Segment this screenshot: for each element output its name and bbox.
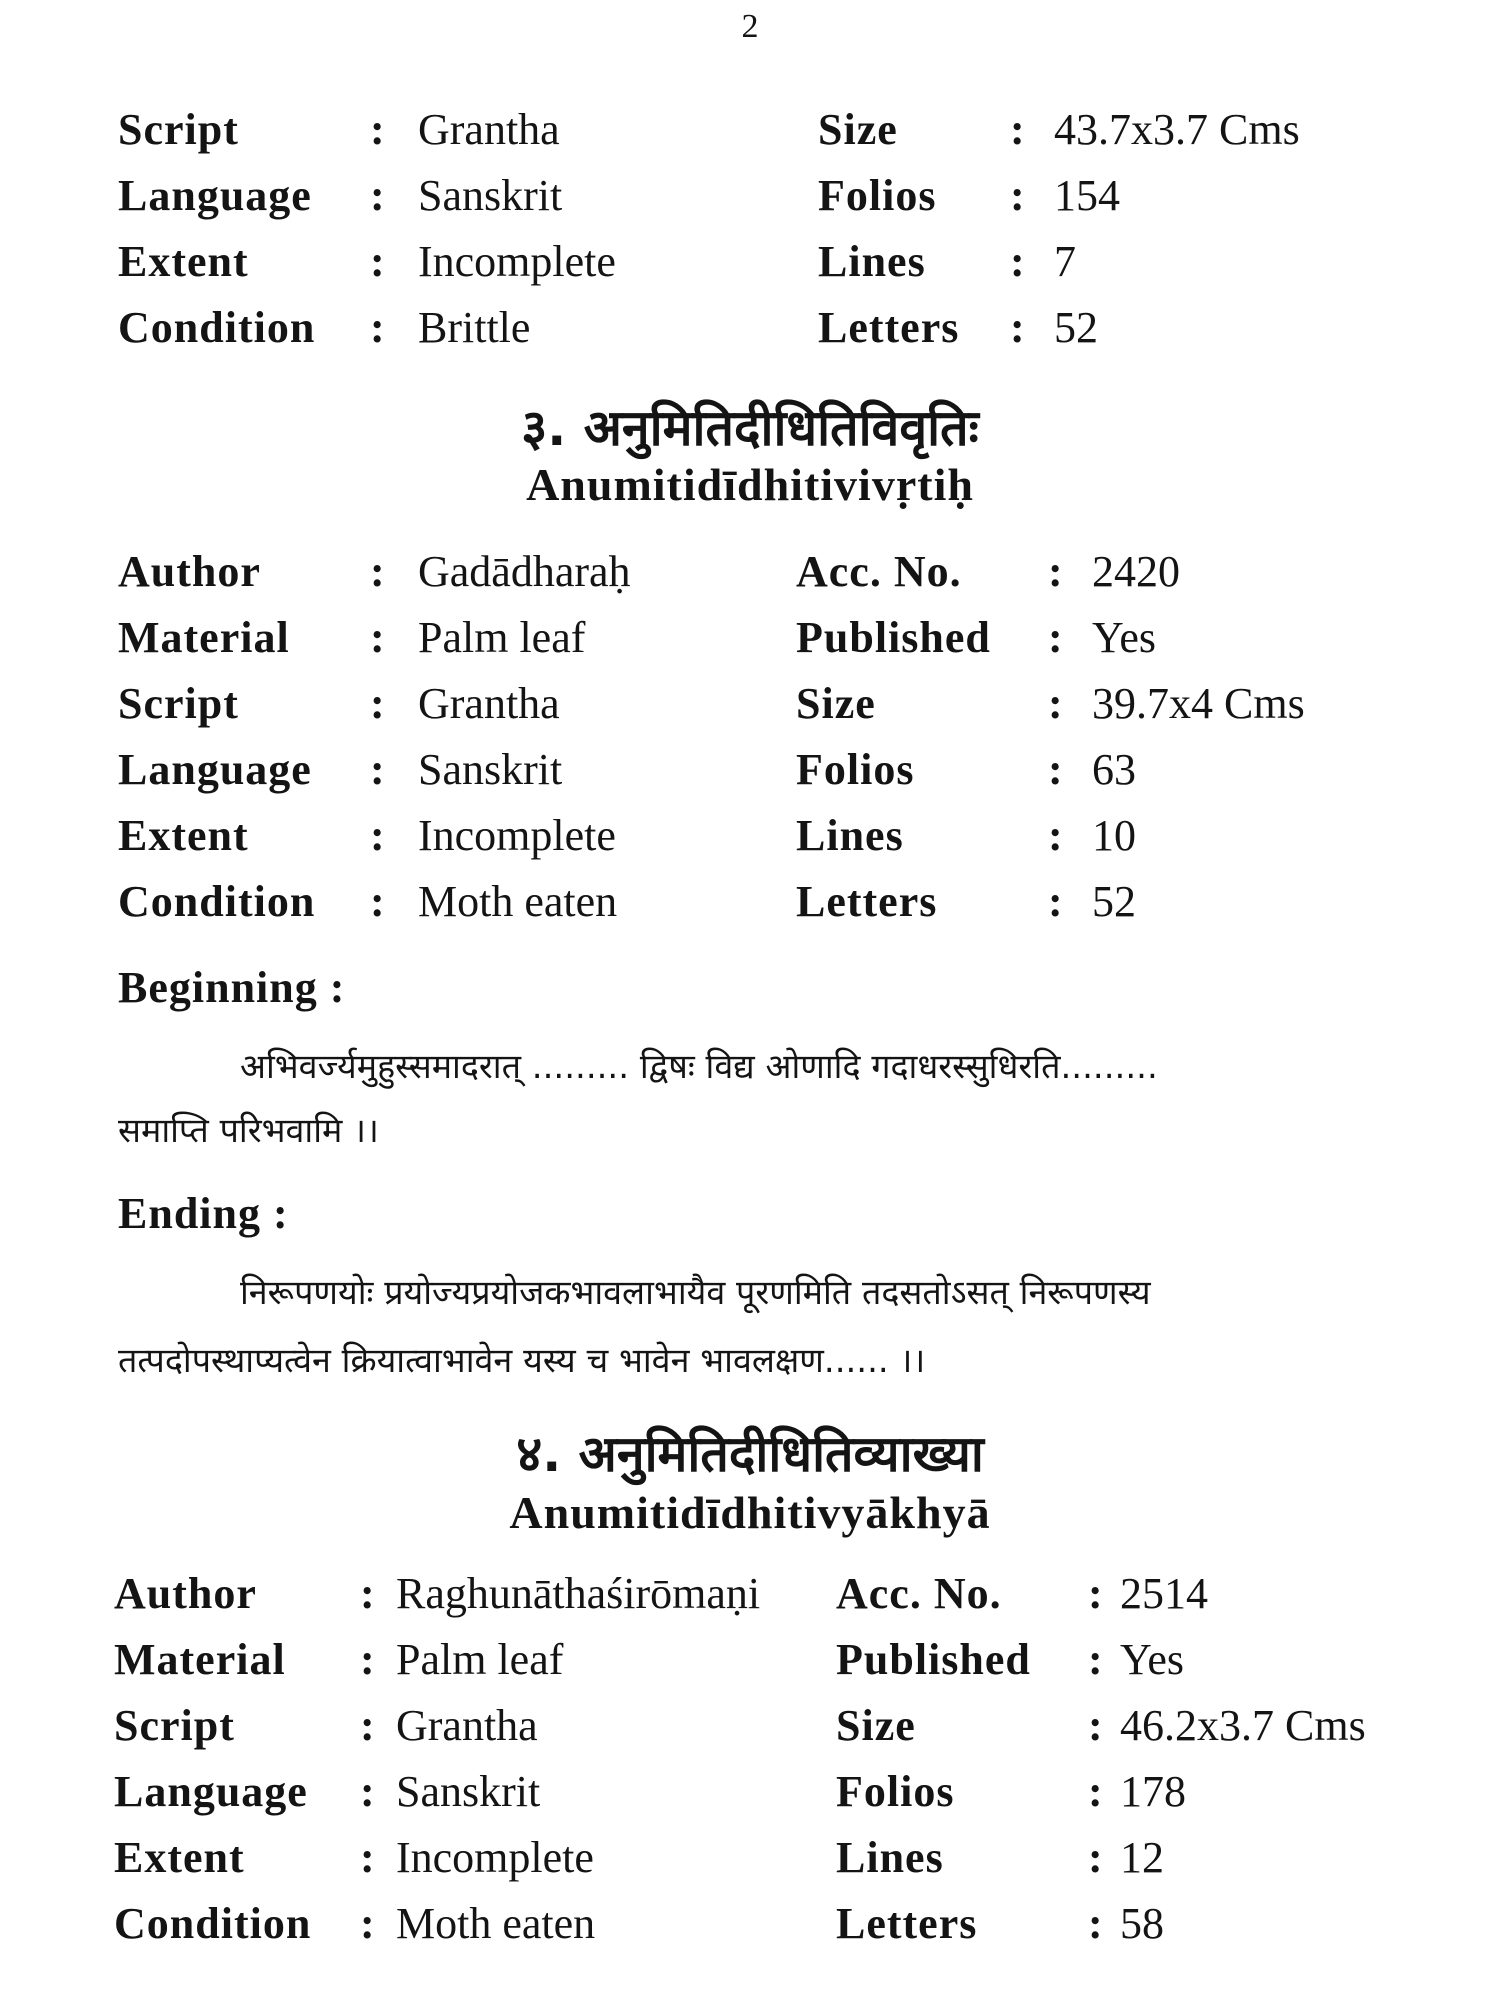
- separator: :: [1048, 745, 1063, 794]
- separator: :: [370, 811, 385, 860]
- field-value: 2514: [1120, 1569, 1208, 1618]
- separator: :: [370, 105, 385, 154]
- page-number: 2: [741, 8, 759, 45]
- field-label: Condition: [118, 877, 316, 926]
- field-value: Grantha: [418, 105, 560, 154]
- field-value: Grantha: [418, 679, 560, 728]
- field-value: 52: [1092, 877, 1136, 926]
- field-value: Moth eaten: [396, 1899, 596, 1948]
- separator: :: [370, 613, 385, 662]
- field-value: 178: [1120, 1767, 1186, 1816]
- entry-title-roman: Anumitidīdhitivivṛtiḥ: [526, 459, 974, 510]
- field-value: Yes: [1092, 613, 1157, 662]
- separator: :: [1010, 171, 1025, 220]
- field-label: Letters: [818, 303, 960, 352]
- field-value: 7: [1054, 237, 1076, 286]
- ending-text-line-1: निरूपणयोः प्रयोज्यप्रयोजकभावलाभायैव पूरणमिति तदसतोऽसत् निरूपणस्य: [240, 1273, 1151, 1313]
- field-value: Incomplete: [418, 237, 616, 286]
- field-label: Published: [796, 613, 991, 662]
- separator: :: [1088, 1635, 1103, 1684]
- field-label: Language: [118, 745, 312, 794]
- ending-text-line-2: तत्पदोपस्थाप्यत्वेन क्रियात्वाभावेन यस्य च भावेन भावलक्षण...... ।।: [118, 1341, 926, 1381]
- field-value: 58: [1120, 1899, 1164, 1948]
- separator: :: [1088, 1701, 1103, 1750]
- field-label: Letters: [796, 877, 938, 926]
- separator: :: [1010, 237, 1025, 286]
- field-value: Moth eaten: [418, 877, 618, 926]
- entry-title-roman: Anumitidīdhitivyākhyā: [509, 1487, 991, 1538]
- separator: :: [360, 1635, 375, 1684]
- beginning-text-line-2: समाप्ति परिभवामि ।।: [118, 1111, 379, 1151]
- field-label: Extent: [118, 237, 249, 286]
- separator: :: [360, 1767, 375, 1816]
- field-value: 43.7x3.7 Cms: [1054, 105, 1300, 154]
- field-value: Palm leaf: [396, 1635, 564, 1684]
- field-label: Folios: [818, 171, 937, 220]
- field-label: Extent: [114, 1833, 245, 1882]
- separator: :: [1010, 105, 1025, 154]
- field-value: Incomplete: [418, 811, 616, 860]
- separator: :: [1088, 1833, 1103, 1882]
- separator: :: [1048, 679, 1063, 728]
- field-label: Language: [118, 171, 312, 220]
- field-label: Size: [796, 679, 876, 728]
- field-label: Acc. No.: [796, 547, 962, 596]
- field-label: Folios: [796, 745, 915, 794]
- beginning-text-line-1: अभिवर्ज्यमुहुस्समादरात् ......... द्विषः विद्य ओणादि गदाधरस्सुधिरति.........: [240, 1047, 1158, 1087]
- field-value: Sanskrit: [396, 1767, 541, 1816]
- separator: :: [1088, 1569, 1103, 1618]
- field-label: Lines: [818, 237, 926, 286]
- field-label: Folios: [836, 1767, 955, 1816]
- separator: :: [1048, 613, 1063, 662]
- separator: :: [1048, 811, 1063, 860]
- ending-label: Ending :: [118, 1189, 289, 1238]
- field-label: Material: [118, 613, 290, 662]
- field-value: 52: [1054, 303, 1098, 352]
- field-label: Condition: [118, 303, 316, 352]
- field-label: Extent: [118, 811, 249, 860]
- field-value: 154: [1054, 171, 1120, 220]
- separator: :: [370, 171, 385, 220]
- separator: :: [370, 877, 385, 926]
- field-value: 12: [1120, 1833, 1164, 1882]
- entry-title-devanagari: ४. अनुमितिदीधितिव्याख्या: [516, 1425, 984, 1483]
- field-label: Letters: [836, 1899, 978, 1948]
- separator: :: [370, 237, 385, 286]
- field-label: Script: [118, 105, 239, 154]
- field-label: Script: [114, 1701, 235, 1750]
- field-value: Palm leaf: [418, 613, 586, 662]
- field-label: Lines: [796, 811, 904, 860]
- field-value: Brittle: [418, 303, 531, 352]
- field-value: 46.2x3.7 Cms: [1120, 1701, 1366, 1750]
- separator: :: [1088, 1899, 1103, 1948]
- field-value: Sanskrit: [418, 745, 563, 794]
- field-label: Published: [836, 1635, 1031, 1684]
- field-value: Incomplete: [396, 1833, 594, 1882]
- field-value: Gadādharaḥ: [418, 547, 631, 596]
- separator: :: [360, 1899, 375, 1948]
- separator: :: [360, 1701, 375, 1750]
- field-label: Size: [836, 1701, 916, 1750]
- field-value: Yes: [1120, 1635, 1185, 1684]
- field-label: Lines: [836, 1833, 944, 1882]
- field-label: Author: [118, 547, 261, 596]
- field-label: Language: [114, 1767, 308, 1816]
- separator: :: [1048, 547, 1063, 596]
- separator: :: [370, 303, 385, 352]
- separator: :: [370, 745, 385, 794]
- field-value: 2420: [1092, 547, 1180, 596]
- field-label: Script: [118, 679, 239, 728]
- separator: :: [370, 547, 385, 596]
- field-value: 39.7x4 Cms: [1092, 679, 1305, 728]
- field-value: 10: [1092, 811, 1136, 860]
- separator: :: [370, 679, 385, 728]
- separator: :: [360, 1569, 375, 1618]
- field-label: Material: [114, 1635, 286, 1684]
- field-label: Author: [114, 1569, 257, 1618]
- field-label: Condition: [114, 1899, 312, 1948]
- beginning-label: Beginning :: [118, 963, 346, 1012]
- field-label: Size: [818, 105, 898, 154]
- entry-title-devanagari: ३. अनुमितिदीधितिविवृतिः: [521, 399, 979, 457]
- separator: :: [1088, 1767, 1103, 1816]
- field-label: Acc. No.: [836, 1569, 1002, 1618]
- field-value: Raghunāthaśirōmaṇi: [396, 1569, 761, 1618]
- separator: :: [1048, 877, 1063, 926]
- field-value: Grantha: [396, 1701, 538, 1750]
- separator: :: [1010, 303, 1025, 352]
- field-value: Sanskrit: [418, 171, 563, 220]
- field-value: 63: [1092, 745, 1136, 794]
- separator: :: [360, 1833, 375, 1882]
